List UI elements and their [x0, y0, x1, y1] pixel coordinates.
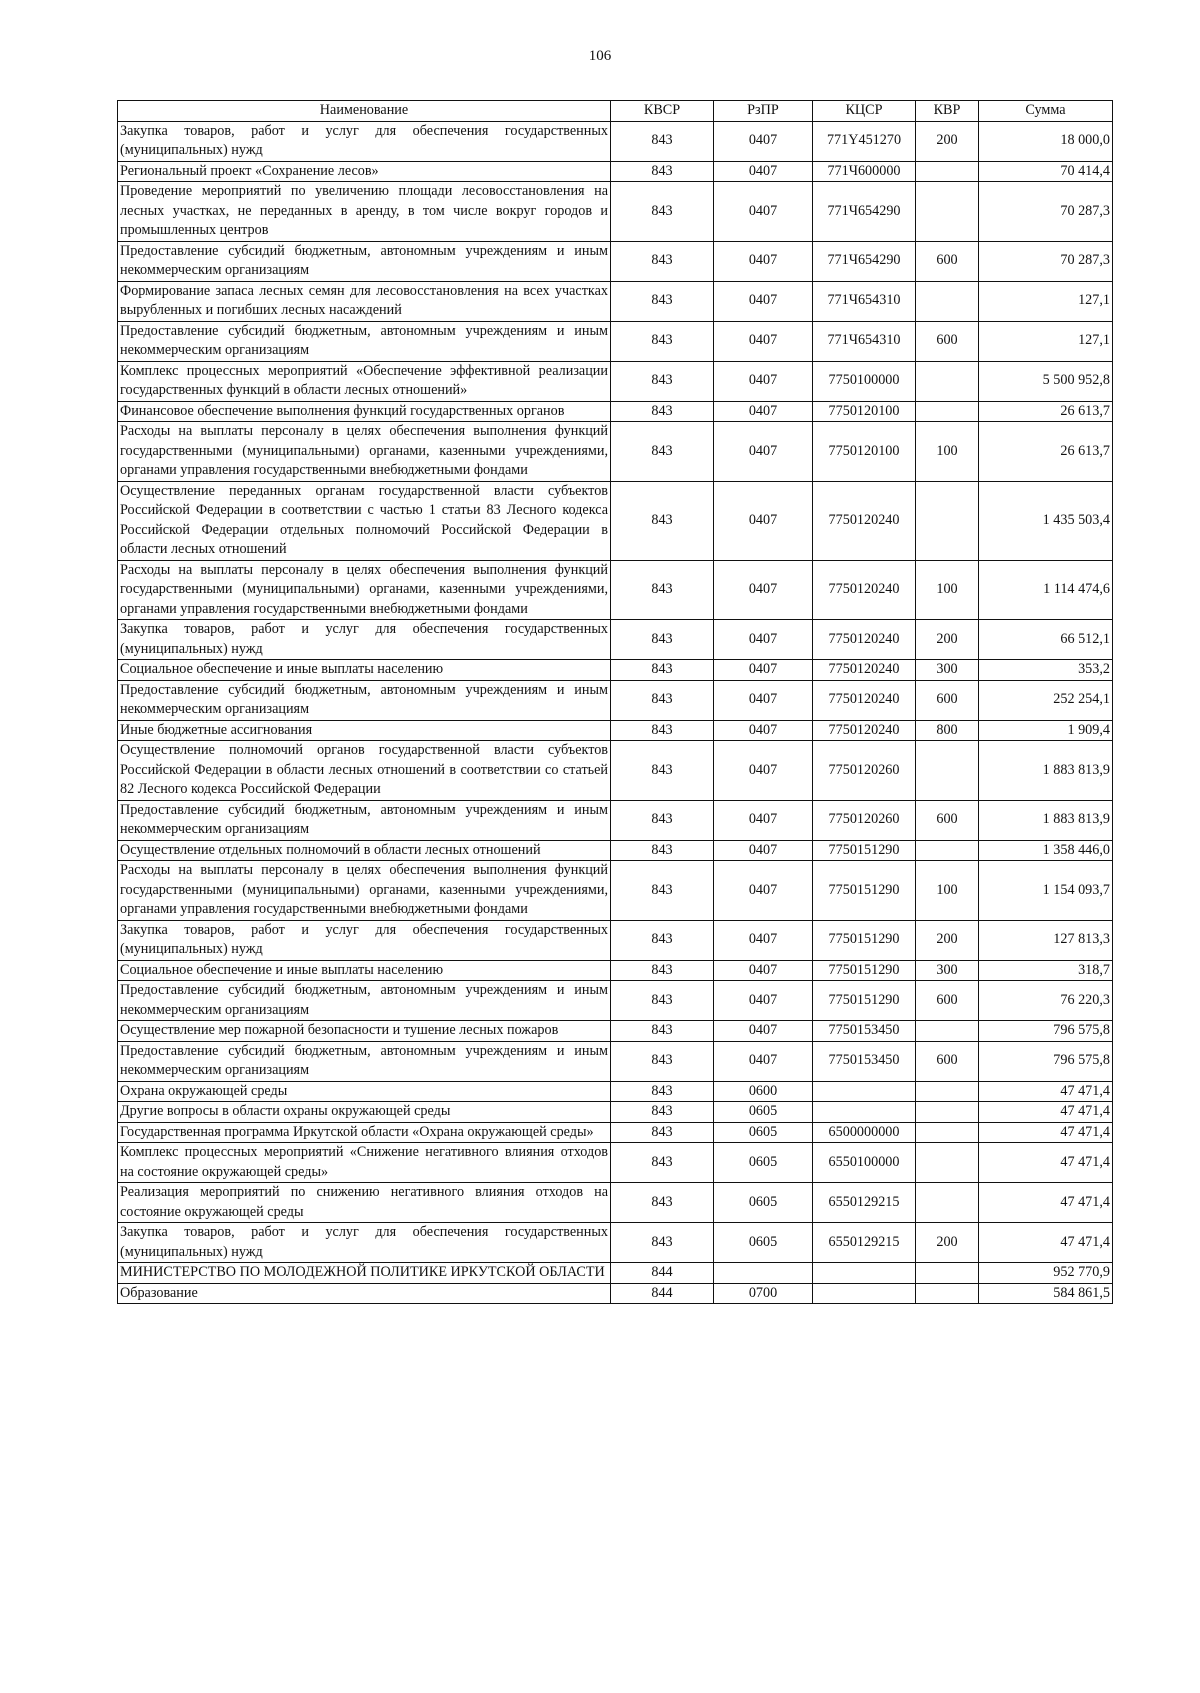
- table-cell-kcsr: 7750153450: [813, 1041, 916, 1081]
- table-cell-rzpr: 0407: [714, 660, 813, 681]
- table-row: [118, 840, 1113, 861]
- table-cell-name: Закупка товаров, работ и услуг для обеспечения государственных (муниципальных) нужд: [118, 620, 611, 660]
- table-cell-kvr: [916, 481, 979, 560]
- table-row: [118, 660, 1113, 681]
- table-cell-kvr: 300: [916, 660, 979, 681]
- table-cell-sum: 70 287,3: [979, 182, 1113, 242]
- table-row: [118, 161, 1113, 182]
- table-row: [118, 1223, 1113, 1263]
- table-cell-name: Закупка товаров, работ и услуг для обеспечения государственных (муниципальных) нужд: [118, 121, 611, 161]
- table-cell-kvr: 600: [916, 321, 979, 361]
- table-row: [118, 1081, 1113, 1102]
- table-row: [118, 321, 1113, 361]
- table-cell-sum: 47 471,4: [979, 1122, 1113, 1143]
- table-row: [118, 361, 1113, 401]
- table-cell-sum: 127,1: [979, 321, 1113, 361]
- table-cell-name: Закупка товаров, работ и услуг для обеспечения государственных (муниципальных) нужд: [118, 1223, 611, 1263]
- table-cell-name: Предоставление субсидий бюджетным, автономным учреждениям и иным некоммерческим организациям: [118, 680, 611, 720]
- budget-table: [117, 100, 1113, 1304]
- table-row: [118, 800, 1113, 840]
- table-cell-kcsr: 7750120240: [813, 560, 916, 620]
- table-cell-rzpr: 0605: [714, 1102, 813, 1123]
- table-cell-rzpr: 0407: [714, 960, 813, 981]
- table-cell-name: Осуществление полномочий органов государственной власти субъектов Российской Федерации в области лесных отношений в соответствии со статьей 82 Лесного кодекса Российской Федерации: [118, 741, 611, 801]
- table-cell-rzpr: 0407: [714, 981, 813, 1021]
- table-cell-kvr: 600: [916, 680, 979, 720]
- table-cell-kcsr: 6550100000: [813, 1143, 916, 1183]
- table-cell-kvr: [916, 1122, 979, 1143]
- table-cell-kvsr: 843: [611, 1081, 714, 1102]
- header-name: Наименование: [118, 101, 611, 122]
- table-cell-kvr: 100: [916, 422, 979, 482]
- table-cell-kcsr: 7750120240: [813, 680, 916, 720]
- table-cell-kvr: [916, 741, 979, 801]
- table-cell-name: Проведение мероприятий по увеличению площади лесовосстановления на лесных участках, не переданных в аренду, в том числе вокруг городов и промышленных центров: [118, 182, 611, 242]
- table-cell-kvsr: 843: [611, 121, 714, 161]
- table-cell-sum: 584 861,5: [979, 1283, 1113, 1304]
- table-row: [118, 720, 1113, 741]
- table-cell-name: Комплекс процессных мероприятий «Обеспечение эффективной реализации государственных функций в области лесных отношений»: [118, 361, 611, 401]
- table-cell-kvsr: 843: [611, 1041, 714, 1081]
- table-cell-name: Комплекс процессных мероприятий «Снижение негативного влияния отходов на состояние окружающей среды»: [118, 1143, 611, 1183]
- table-row: [118, 281, 1113, 321]
- table-cell-name: Расходы на выплаты персоналу в целях обеспечения выполнения функций государственными (муниципальными) органами, казенными учреждениями, органами управления государственными внебюджетными фондами: [118, 422, 611, 482]
- table-cell-kvsr: 843: [611, 560, 714, 620]
- table-cell-rzpr: 0407: [714, 680, 813, 720]
- table-cell-name: Осуществление отдельных полномочий в области лесных отношений: [118, 840, 611, 861]
- table-cell-kvr: 600: [916, 800, 979, 840]
- table-cell-rzpr: 0407: [714, 241, 813, 281]
- table-cell-name: Социальное обеспечение и иные выплаты населению: [118, 960, 611, 981]
- table-cell-kvsr: 843: [611, 361, 714, 401]
- table-cell-sum: 127,1: [979, 281, 1113, 321]
- table-row: [118, 121, 1113, 161]
- table-cell-kvsr: 843: [611, 840, 714, 861]
- table-cell-kcsr: 7750151290: [813, 861, 916, 921]
- table-cell-rzpr: 0407: [714, 182, 813, 242]
- table-cell-name: Предоставление субсидий бюджетным, автономным учреждениям и иным некоммерческим организациям: [118, 241, 611, 281]
- table-cell-kvr: [916, 840, 979, 861]
- table-cell-name: Закупка товаров, работ и услуг для обеспечения государственных (муниципальных) нужд: [118, 920, 611, 960]
- table-cell-rzpr: 0407: [714, 161, 813, 182]
- table-cell-kvr: [916, 401, 979, 422]
- table-cell-kcsr: 6550129215: [813, 1223, 916, 1263]
- table-cell-kvsr: 844: [611, 1263, 714, 1284]
- table-cell-sum: 796 575,8: [979, 1041, 1113, 1081]
- table-cell-kcsr: 6550129215: [813, 1183, 916, 1223]
- table-cell-name: Предоставление субсидий бюджетным, автономным учреждениям и иным некоммерческим организациям: [118, 321, 611, 361]
- table-cell-sum: 47 471,4: [979, 1143, 1113, 1183]
- table-cell-kvsr: 843: [611, 1102, 714, 1123]
- table-cell-sum: 70 287,3: [979, 241, 1113, 281]
- table-cell-rzpr: 0407: [714, 401, 813, 422]
- table-row: [118, 1283, 1113, 1304]
- table-cell-kvr: 600: [916, 241, 979, 281]
- table-cell-sum: 47 471,4: [979, 1102, 1113, 1123]
- table-cell-kvsr: 843: [611, 1143, 714, 1183]
- table-row: [118, 560, 1113, 620]
- table-cell-kvr: 200: [916, 920, 979, 960]
- table-row: [118, 1041, 1113, 1081]
- table-cell-name: Формирование запаса лесных семян для лесовосстановления на всех участках вырубленных и погибших лесных насаждений: [118, 281, 611, 321]
- table-cell-sum: 1 883 813,9: [979, 800, 1113, 840]
- table-cell-kvsr: 843: [611, 920, 714, 960]
- table-cell-kcsr: 771Ч600000: [813, 161, 916, 182]
- table-cell-kvsr: 843: [611, 620, 714, 660]
- table-cell-name: Другие вопросы в области охраны окружающей среды: [118, 1102, 611, 1123]
- table-cell-rzpr: 0407: [714, 422, 813, 482]
- table-cell-kcsr: [813, 1102, 916, 1123]
- table-cell-kvr: 200: [916, 1223, 979, 1263]
- table-cell-kvr: 200: [916, 620, 979, 660]
- table-cell-kvr: [916, 1183, 979, 1223]
- table-row: [118, 241, 1113, 281]
- table-cell-kvr: [916, 1021, 979, 1042]
- table-cell-kcsr: 771Ч654310: [813, 281, 916, 321]
- table-cell-kcsr: 7750120240: [813, 660, 916, 681]
- table-row: [118, 620, 1113, 660]
- table-cell-kvr: [916, 1143, 979, 1183]
- table-cell-sum: 127 813,3: [979, 920, 1113, 960]
- table-cell-sum: 252 254,1: [979, 680, 1113, 720]
- table-cell-rzpr: [714, 1263, 813, 1284]
- table-cell-sum: 26 613,7: [979, 401, 1113, 422]
- table-cell-sum: 1 909,4: [979, 720, 1113, 741]
- table-cell-kvsr: 843: [611, 161, 714, 182]
- table-cell-rzpr: 0407: [714, 620, 813, 660]
- table-row: [118, 182, 1113, 242]
- table-row: [118, 422, 1113, 482]
- table-cell-rzpr: 0407: [714, 121, 813, 161]
- table-cell-rzpr: 0407: [714, 920, 813, 960]
- table-cell-kvr: 600: [916, 1041, 979, 1081]
- table-cell-sum: 66 512,1: [979, 620, 1113, 660]
- table-row: [118, 1263, 1113, 1284]
- table-cell-rzpr: 0407: [714, 281, 813, 321]
- table-cell-rzpr: 0407: [714, 840, 813, 861]
- table-cell-kcsr: 7750100000: [813, 361, 916, 401]
- table-cell-name: Социальное обеспечение и иные выплаты населению: [118, 660, 611, 681]
- table-cell-kvr: 100: [916, 560, 979, 620]
- table-cell-kcsr: 7750120260: [813, 741, 916, 801]
- table-cell-name: Осуществление переданных органам государственной власти субъектов Российской Федерации в соответствии с частью 1 статьи 83 Лесного кодекса Российской Федерации отдельных полномочий Российской Федерации в области лесных отношений: [118, 481, 611, 560]
- table-cell-rzpr: 0407: [714, 800, 813, 840]
- table-cell-kcsr: 7750151290: [813, 840, 916, 861]
- table-cell-rzpr: 0407: [714, 361, 813, 401]
- table-cell-kcsr: 7750120260: [813, 800, 916, 840]
- table-cell-kcsr: 7750151290: [813, 920, 916, 960]
- table-cell-kvr: [916, 1081, 979, 1102]
- table-cell-kvsr: 843: [611, 861, 714, 921]
- table-row: [118, 401, 1113, 422]
- table-cell-rzpr: 0605: [714, 1223, 813, 1263]
- table-cell-kvsr: 843: [611, 720, 714, 741]
- table-cell-kcsr: [813, 1283, 916, 1304]
- header-kvr: КВР: [916, 101, 979, 122]
- table-cell-kvsr: 843: [611, 1183, 714, 1223]
- table-cell-rzpr: 0407: [714, 720, 813, 741]
- table-row: [118, 960, 1113, 981]
- table-cell-kvsr: 843: [611, 680, 714, 720]
- table-cell-name: Расходы на выплаты персоналу в целях обеспечения выполнения функций государственными (муниципальными) органами, казенными учреждениями, органами управления государственными внебюджетными фондами: [118, 861, 611, 921]
- table-cell-kvr: 600: [916, 981, 979, 1021]
- table-cell-kvsr: 843: [611, 182, 714, 242]
- table-cell-sum: 76 220,3: [979, 981, 1113, 1021]
- table-cell-name: Охрана окружающей среды: [118, 1081, 611, 1102]
- table-cell-kcsr: [813, 1263, 916, 1284]
- table-cell-sum: 47 471,4: [979, 1223, 1113, 1263]
- table-cell-rzpr: 0407: [714, 741, 813, 801]
- table-cell-kvsr: 843: [611, 1021, 714, 1042]
- table-cell-kcsr: 7750120240: [813, 720, 916, 741]
- table-cell-rzpr: 0605: [714, 1143, 813, 1183]
- table-cell-rzpr: 0605: [714, 1122, 813, 1143]
- table-cell-name: Региональный проект «Сохранение лесов»: [118, 161, 611, 182]
- table-cell-name: Государственная программа Иркутской области «Охрана окружающей среды»: [118, 1122, 611, 1143]
- table-cell-sum: 353,2: [979, 660, 1113, 681]
- table-cell-kvr: 800: [916, 720, 979, 741]
- table-cell-sum: 796 575,8: [979, 1021, 1113, 1042]
- table-cell-kvsr: 843: [611, 422, 714, 482]
- table-row: [118, 481, 1113, 560]
- table-cell-kvsr: 844: [611, 1283, 714, 1304]
- table-row: [118, 920, 1113, 960]
- table-cell-sum: 18 000,0: [979, 121, 1113, 161]
- table-cell-rzpr: 0407: [714, 321, 813, 361]
- table-cell-kvsr: 843: [611, 741, 714, 801]
- table-cell-kvsr: 843: [611, 960, 714, 981]
- table-row: [118, 1143, 1113, 1183]
- table-cell-kcsr: [813, 1081, 916, 1102]
- table-cell-kcsr: 771Ч654290: [813, 182, 916, 242]
- table-cell-sum: 1 358 446,0: [979, 840, 1113, 861]
- table-cell-name: МИНИСТЕРСТВО ПО МОЛОДЕЖНОЙ ПОЛИТИКЕ ИРКУТСКОЙ ОБЛАСТИ: [118, 1263, 611, 1284]
- table-cell-kvsr: 843: [611, 800, 714, 840]
- table-cell-sum: 318,7: [979, 960, 1113, 981]
- table-cell-kcsr: 7750151290: [813, 960, 916, 981]
- table-cell-kvr: [916, 182, 979, 242]
- table-cell-kcsr: 6500000000: [813, 1122, 916, 1143]
- table-cell-kvsr: 843: [611, 321, 714, 361]
- table-cell-kvr: [916, 1263, 979, 1284]
- table-cell-kvr: [916, 281, 979, 321]
- table-cell-kvr: 200: [916, 121, 979, 161]
- table-cell-kcsr: 771Ч654290: [813, 241, 916, 281]
- table-cell-kcsr: 7750120240: [813, 620, 916, 660]
- table-row: [118, 1183, 1113, 1223]
- table-cell-kcsr: 771Y451270: [813, 121, 916, 161]
- table-cell-name: Предоставление субсидий бюджетным, автономным учреждениям и иным некоммерческим организациям: [118, 1041, 611, 1081]
- table-cell-kvr: [916, 361, 979, 401]
- table-cell-kcsr: 7750120240: [813, 481, 916, 560]
- table-cell-name: Реализация мероприятий по снижению негативного влияния отходов на состояние окружающей среды: [118, 1183, 611, 1223]
- table-row: [118, 1122, 1113, 1143]
- table-cell-sum: 1 154 093,7: [979, 861, 1113, 921]
- table-cell-kvsr: 843: [611, 481, 714, 560]
- table-cell-kcsr: 771Ч654310: [813, 321, 916, 361]
- table-cell-kvsr: 843: [611, 660, 714, 681]
- header-rzpr: РзПР: [714, 101, 813, 122]
- table-cell-kvsr: 843: [611, 281, 714, 321]
- table-cell-sum: 1 435 503,4: [979, 481, 1113, 560]
- table-cell-name: Расходы на выплаты персоналу в целях обеспечения выполнения функций государственными (муниципальными) органами, казенными учреждениями, органами управления государственными внебюджетными фондами: [118, 560, 611, 620]
- table-cell-name: Осуществление мер пожарной безопасности и тушение лесных пожаров: [118, 1021, 611, 1042]
- table-row: [118, 1102, 1113, 1123]
- table-cell-kvr: [916, 161, 979, 182]
- table-cell-kvsr: 843: [611, 981, 714, 1021]
- table-cell-kvsr: 843: [611, 1223, 714, 1263]
- table-cell-sum: 47 471,4: [979, 1081, 1113, 1102]
- table-cell-name: Предоставление субсидий бюджетным, автономным учреждениям и иным некоммерческим организациям: [118, 981, 611, 1021]
- table-cell-rzpr: 0407: [714, 1021, 813, 1042]
- table-cell-sum: 1 114 474,6: [979, 560, 1113, 620]
- table-row: [118, 741, 1113, 801]
- header-kcsr: КЦСР: [813, 101, 916, 122]
- table-cell-rzpr: 0407: [714, 861, 813, 921]
- table-cell-kvsr: 843: [611, 401, 714, 422]
- table-cell-name: Финансовое обеспечение выполнения функций государственных органов: [118, 401, 611, 422]
- table-cell-rzpr: 0407: [714, 560, 813, 620]
- table-row: [118, 1021, 1113, 1042]
- table-cell-sum: 70 414,4: [979, 161, 1113, 182]
- table-row: [118, 861, 1113, 921]
- page-number: 106: [588, 48, 612, 64]
- table-cell-name: Иные бюджетные ассигнования: [118, 720, 611, 741]
- header-sum: Сумма: [979, 101, 1113, 122]
- table-cell-kvr: 100: [916, 861, 979, 921]
- table-cell-sum: 47 471,4: [979, 1183, 1113, 1223]
- table-cell-rzpr: 0407: [714, 481, 813, 560]
- table-cell-name: Предоставление субсидий бюджетным, автономным учреждениям и иным некоммерческим организациям: [118, 800, 611, 840]
- table-cell-kvr: [916, 1102, 979, 1123]
- table-cell-kvsr: 843: [611, 241, 714, 281]
- table-cell-sum: 26 613,7: [979, 422, 1113, 482]
- table-cell-sum: 5 500 952,8: [979, 361, 1113, 401]
- table-header-row: [118, 101, 1113, 122]
- table-row: [118, 981, 1113, 1021]
- table-cell-kcsr: 7750120100: [813, 401, 916, 422]
- table-cell-rzpr: 0700: [714, 1283, 813, 1304]
- table-cell-sum: 1 883 813,9: [979, 741, 1113, 801]
- table-cell-kvsr: 843: [611, 1122, 714, 1143]
- table-cell-kvr: [916, 1283, 979, 1304]
- table-cell-sum: 952 770,9: [979, 1263, 1113, 1284]
- table-cell-kcsr: 7750151290: [813, 981, 916, 1021]
- table-cell-rzpr: 0605: [714, 1183, 813, 1223]
- table-cell-rzpr: 0407: [714, 1041, 813, 1081]
- header-kvsr: КВСР: [611, 101, 714, 122]
- table-cell-kcsr: 7750120100: [813, 422, 916, 482]
- table-cell-kvr: 300: [916, 960, 979, 981]
- table-cell-name: Образование: [118, 1283, 611, 1304]
- table-cell-kcsr: 7750153450: [813, 1021, 916, 1042]
- table-row: [118, 680, 1113, 720]
- table-cell-rzpr: 0600: [714, 1081, 813, 1102]
